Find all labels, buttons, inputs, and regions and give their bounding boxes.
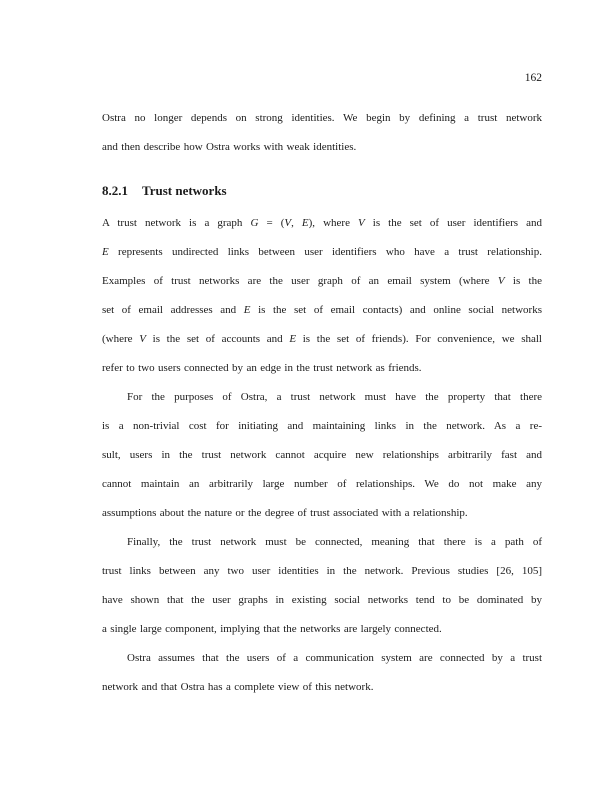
- text-line: trust links between any two user identities in the network. Previous studies [26, 105]: [102, 565, 542, 577]
- section-heading: [102, 176, 542, 205]
- body-paragraphs: [102, 209, 542, 702]
- text-line: Ostra no longer depends on strong identities. We begin by defining a trust network: [102, 112, 542, 124]
- text-line: set of email addresses and E is the set of email contacts) and online social networks: [102, 304, 542, 316]
- text-line: Ostra assumes that the users of a communication system are connected by a trust: [127, 652, 542, 664]
- text-line: (where V is the set of accounts and E is the set of friends). For convenience, we shall: [102, 333, 542, 345]
- text-line: a single large component, implying that the networks are largely connected.: [102, 623, 442, 635]
- text-line: E represents undirected links between user identifiers who have a trust relationship.: [102, 246, 542, 258]
- intro-paragraphs: [102, 104, 542, 162]
- page-number: 162: [524, 72, 542, 84]
- page-body: [102, 104, 542, 702]
- paragraph: [102, 644, 542, 702]
- section-title: Trust networks: [142, 183, 227, 198]
- paragraph: [102, 528, 542, 644]
- text-line: sult, users in the trust network cannot acquire new relationships arbitrarily fast and: [102, 449, 542, 461]
- text-line: is a non-trivial cost for initiating and maintaining links in the network. As a re-: [102, 420, 542, 432]
- text-line: Finally, the trust network must be connected, meaning that there is a path of: [127, 536, 542, 548]
- section-number: 8.2.1: [102, 183, 128, 198]
- text-line: For the purposes of Ostra, a trust network must have the property that there: [127, 391, 542, 403]
- paragraph: [102, 104, 542, 162]
- text-line: assumptions about the nature or the degree of trust associated with a relationship.: [102, 507, 468, 519]
- paragraph: [102, 383, 542, 528]
- text-line: cannot maintain an arbitrarily large number of relationships. We do not make any: [102, 478, 542, 490]
- text-line: refer to two users connected by an edge in the trust network as friends.: [102, 362, 422, 374]
- text-line: have shown that the user graphs in existing social networks tend to be dominated by: [102, 594, 542, 606]
- text-line: Examples of trust networks are the user graph of an email system (where V is the: [102, 275, 542, 287]
- text-line: and then describe how Ostra works with weak identities.: [102, 141, 357, 153]
- paragraph: [102, 209, 542, 383]
- text-line: network and that Ostra has a complete view of this network.: [102, 681, 374, 693]
- text-line: A trust network is a graph G = (V, E), where V is the set of user identifiers and: [102, 217, 542, 229]
